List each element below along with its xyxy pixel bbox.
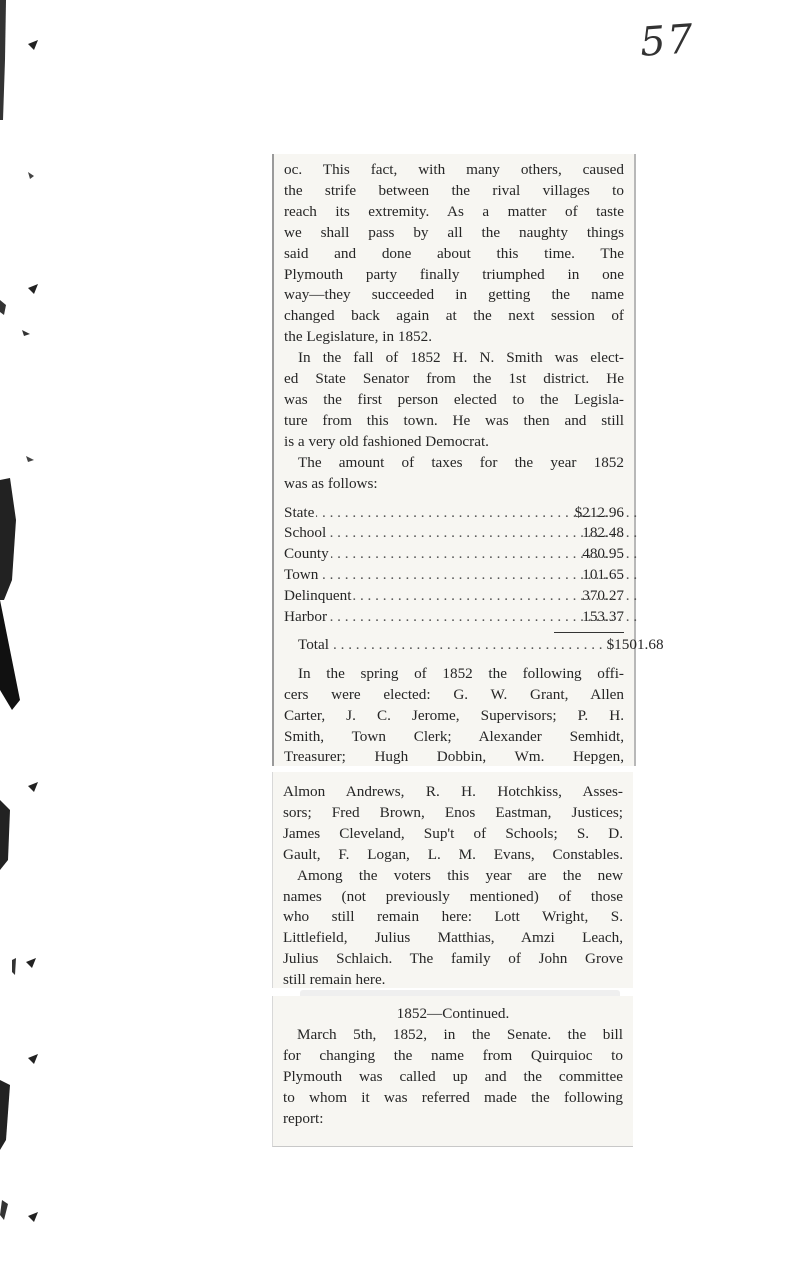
tax-value: 101.65 (582, 566, 624, 584)
tax-value: 153.37 (582, 608, 624, 626)
text-line: was as follows: (284, 474, 378, 492)
text-line: we shall pass by all the naughty things (284, 223, 624, 241)
text-line: In the fall of 1852 H. N. Smith was elect- (298, 349, 624, 367)
table-row (284, 544, 624, 565)
page-number: 57 (638, 16, 697, 66)
text-line: Smith, Town Clerk; Alexander Semhidt, (284, 727, 624, 745)
text-line: names (not previously mentioned) of those (283, 887, 623, 905)
text-line: the strife between the rival villages to (284, 181, 624, 199)
text-line: for changing the name from Quirquioc to (283, 1046, 623, 1064)
table-row (284, 565, 624, 586)
dot-leader: . . . . . . . . . . . . . . . . . . . . . . . . . . . . . . . . . . . . (333, 635, 603, 653)
text-line: Plymouth was called up and the committee (283, 1067, 623, 1085)
tax-label: Delinquent . . . (284, 586, 554, 607)
total-rule (554, 632, 624, 633)
tax-label: Harbor . . . (284, 607, 554, 628)
tax-label: State . . . (284, 503, 554, 524)
text-line: Gault, F. Logan, L. M. Evans, Constables. (283, 845, 623, 863)
text-line: to whom it was referred made the following (283, 1088, 623, 1106)
text-line: who still remain here: Lott Wright, S. (283, 908, 623, 926)
total-label: Total (298, 635, 329, 653)
paragraph-taxes-intro (284, 453, 624, 495)
paragraph-name-change (284, 160, 624, 348)
column-text-2 (283, 782, 623, 991)
tax-value: $212.96 (574, 503, 624, 521)
text-line: oc. This fact, with many others, caused (284, 161, 624, 178)
column-text-1 (284, 160, 664, 768)
text-line: Julius Schlaich. The family of John Grove (283, 950, 623, 968)
paragraph-voters (283, 866, 623, 991)
text-line: The amount of taxes for the year 1852 (298, 453, 624, 471)
text-line: was the first person elected to the Legisla- (284, 390, 624, 408)
text-line: Plymouth party finally triumphed in one (284, 265, 624, 283)
paragraph-officers-continued (283, 782, 623, 866)
paragraph-officers (284, 664, 624, 769)
newspaper-clipping-3 (272, 996, 633, 1147)
text-line: way—they succeeded in getting the name (284, 286, 624, 304)
tax-label: Town . . . (284, 565, 554, 586)
text-line: reach its extremity. As a matter of taste (284, 202, 624, 220)
text-line: still remain here. (283, 971, 386, 989)
text-line: Treasurer; Hugh Dobbin, Wm. Hepgen, (284, 748, 624, 766)
tax-value: 480.95 (582, 545, 624, 563)
text-line: cers were elected: G. W. Grant, Allen (284, 685, 624, 703)
text-line: James Cleveland, Sup't of Schools; S. D. (283, 824, 623, 842)
text-line: March 5th, 1852, in the Senate. the bill (297, 1025, 623, 1043)
section-heading: 1852—Continued. (396, 1005, 510, 1022)
table-row (284, 607, 624, 628)
total-value: $1501.68 (606, 635, 664, 653)
table-row (284, 503, 624, 524)
text-line: the Legislature, in 1852. (284, 328, 433, 346)
text-line: Littlefield, Julius Matthias, Amzi Leach, (283, 929, 623, 947)
paragraph-senate-bill (283, 1025, 623, 1130)
text-line: In the spring of 1852 the following offi- (298, 664, 624, 682)
tax-value: 182.48 (582, 524, 624, 542)
paragraph-senator (284, 348, 624, 453)
tax-table (284, 503, 624, 628)
text-line: ed State Senator from the 1st district. He (284, 370, 624, 388)
table-row (284, 586, 624, 607)
column-text-3 (283, 1004, 623, 1129)
table-row (284, 523, 624, 544)
text-line: is a very old fashioned Democrat. (284, 432, 489, 450)
tax-label: County . . . (284, 544, 554, 565)
tax-value: 370.27 (582, 587, 624, 605)
text-line: sors; Fred Brown, Enos Eastman, Justices; (283, 803, 623, 821)
text-line: Almon Andrews, R. H. Hotchkiss, Asses- (283, 783, 623, 800)
text-line: said and done about this time. The (284, 244, 624, 262)
text-line: changed back again at the next session of (284, 307, 624, 325)
text-line: report: (283, 1109, 324, 1127)
newspaper-clipping-1 (272, 154, 664, 766)
text-line: ture from this town. He was then and still (284, 411, 624, 429)
tax-total-row (284, 635, 664, 656)
newspaper-clipping-2 (272, 772, 633, 988)
text-line: Carter, J. C. Jerome, Supervisors; P. H. (284, 706, 624, 724)
margin-binding-marks (0, 0, 60, 1261)
tax-label: School . . . (284, 523, 554, 544)
text-line: Among the voters this year are the new (297, 866, 623, 884)
